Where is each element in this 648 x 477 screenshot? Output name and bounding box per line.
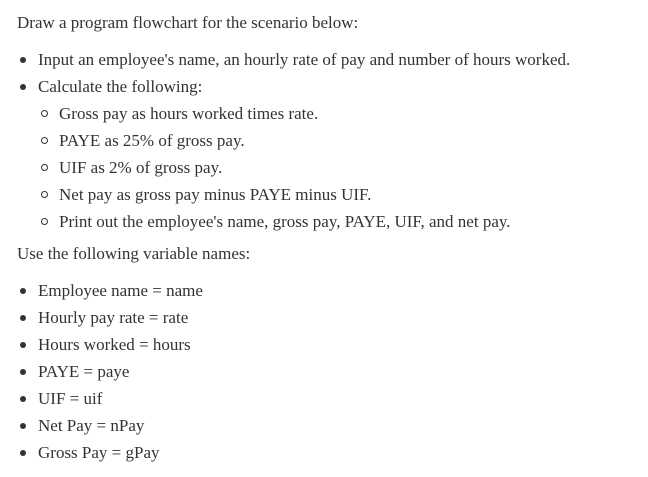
variable-item: UIF = uif bbox=[17, 385, 648, 412]
task-input-item: Input an employee's name, an hourly rate of pay and number of hours worked. bbox=[17, 46, 648, 73]
variable-item: Net Pay = nPay bbox=[17, 412, 648, 439]
variable-item: Employee name = name bbox=[17, 277, 648, 304]
task-list bbox=[17, 46, 648, 235]
variable-item: Gross Pay = gPay bbox=[17, 439, 648, 466]
variable-item: Hourly pay rate = rate bbox=[17, 304, 648, 331]
subtask-paye: PAYE as 25% of gross pay. bbox=[38, 127, 648, 154]
subtask-net-pay: Net pay as gross pay minus PAYE minus UIF. bbox=[38, 181, 648, 208]
intro-text: Draw a program flowchart for the scenario below: bbox=[17, 13, 359, 32]
variable-list bbox=[17, 277, 648, 466]
calculation-sublist bbox=[38, 100, 648, 235]
task-calculate-item bbox=[17, 73, 648, 235]
task-calculate-label: Calculate the following: bbox=[38, 77, 203, 96]
subtask-gross-pay: Gross pay as hours worked times rate. bbox=[38, 100, 648, 127]
variables-heading: Use the following variable names: bbox=[17, 244, 251, 263]
subtask-print: Print out the employee's name, gross pay, PAYE, UIF, and net pay. bbox=[38, 208, 648, 235]
variable-item: PAYE = paye bbox=[17, 358, 648, 385]
variable-item: Hours worked = hours bbox=[17, 331, 648, 358]
subtask-uif: UIF as 2% of gross pay. bbox=[38, 154, 648, 181]
